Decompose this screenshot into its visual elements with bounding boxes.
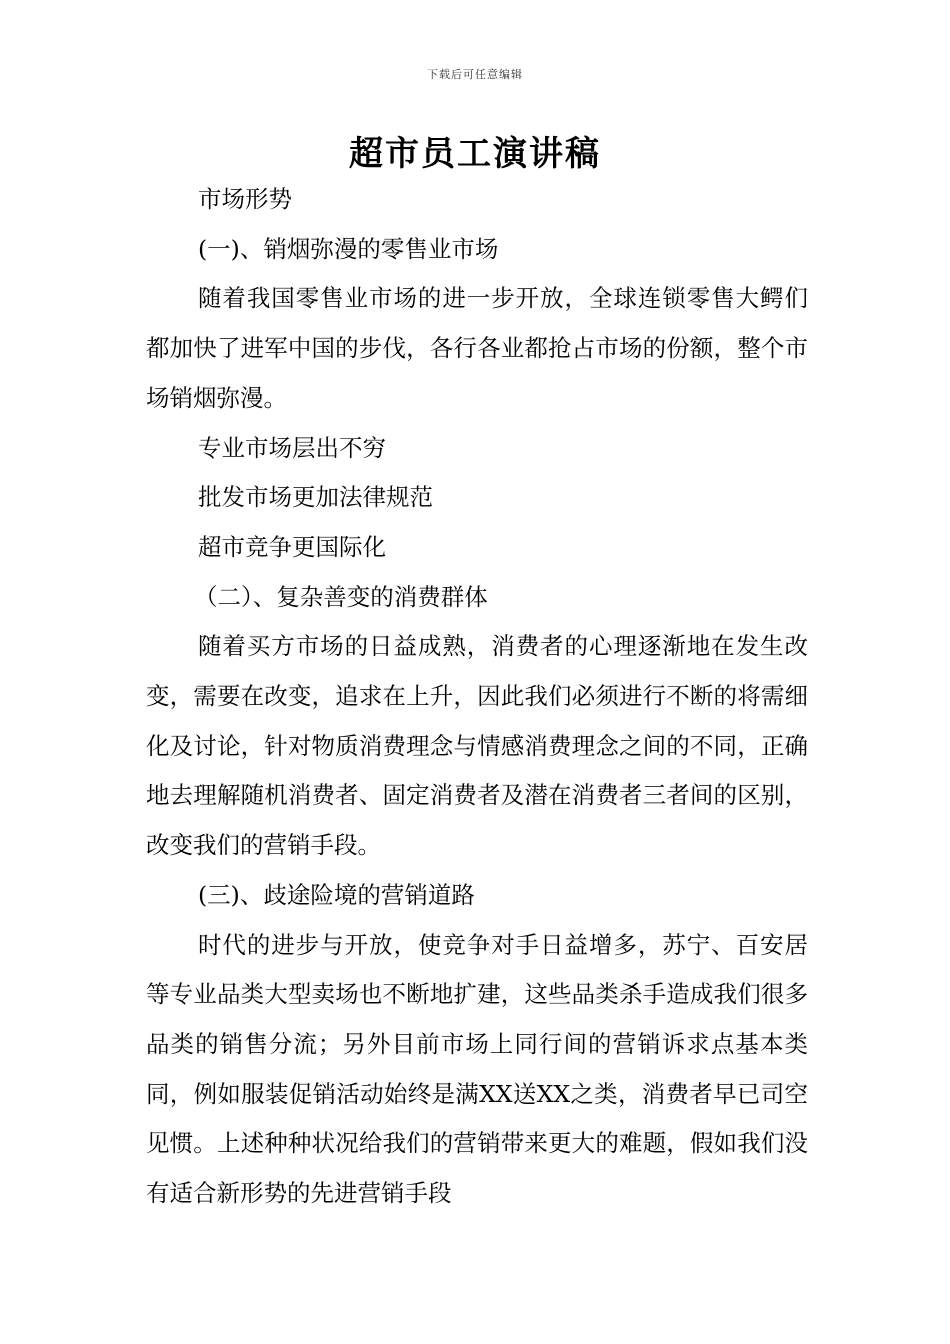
paragraph: 随着买方市场的日益成熟，消费者的心理逐渐地在发生改变，需要在改变，追求在上升，因此我们必须进行不断的将需细化及讨论，针对物质消费理念与情感消费理念之间的不同，正确地去理解随机消费者、固定消费者及潜在消费者三者间的区别，改变我们的营销手段。 — [146, 632, 808, 860]
paragraph: 时代的进步与开放，使竞争对手日益增多，苏宁、百安居等专业品类大型卖场也不断地扩建，这些品类杀手造成我们很多品类的销售分流；另外目前市场上同行间的营销诉求点基本类同，例如服装促销活动始终是满XX送XX之类，消费者早已司空见惯。上述种种状况给我们的营销带来更大的难题，假如我们没有适合新形势的先进营销手段 — [146, 930, 808, 1208]
subsection-heading-2: （二）、复杂善变的消费群体 — [194, 582, 488, 611]
list-line: 批发市场更加法律规范 — [198, 483, 433, 512]
list-line: 超市竞争更国际化 — [198, 532, 386, 561]
list-line: 专业市场层出不穷 — [198, 433, 386, 462]
subsection-heading-3: (三)、歧途险境的营销道路 — [198, 880, 475, 909]
document-title: 超市员工演讲稿 — [349, 134, 601, 174]
section-heading-market-situation: 市场形势 — [198, 185, 292, 213]
paragraph: 随着我国零售业市场的进一步开放，全球连锁零售大鳄们都加快了进军中国的步伐，各行各业都抢占市场的份额，整个市场销烟弥漫。 — [146, 284, 808, 412]
header-note: 下载后可任意编辑 — [427, 68, 523, 81]
document-body — [146, 175, 808, 1219]
subsection-heading-1: (一)、销烟弥漫的零售业市场 — [198, 234, 499, 263]
